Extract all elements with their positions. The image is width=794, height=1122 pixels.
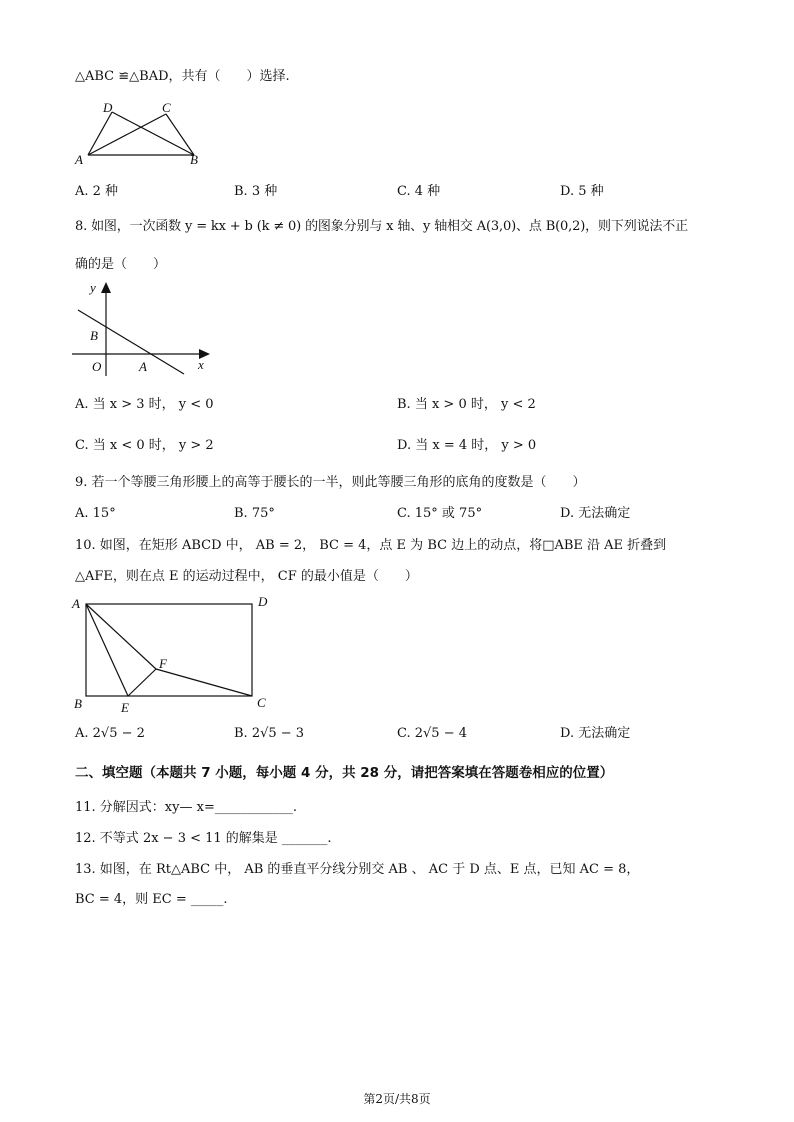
- q11-text: 11. 分解因式：xy— x=____________.: [75, 800, 297, 815]
- q10-option-d: D. 无法确定: [560, 726, 631, 741]
- q10-figure: [68, 590, 278, 715]
- q8-option-c: C. 当 x < 0 时， y > 2: [75, 438, 214, 453]
- q10-label-E: E: [121, 700, 129, 715]
- q7-label-C: C: [162, 100, 171, 115]
- q9-option-c: C. 15° 或 75°: [397, 506, 483, 521]
- q8-label-y: y: [90, 280, 96, 295]
- q7-label-A: A: [75, 152, 83, 167]
- q9-option-b: B. 75°: [234, 506, 275, 521]
- q7-option-c: C. 4 种: [397, 184, 441, 199]
- q7-option-a: A. 2 种: [75, 184, 119, 199]
- q13-stem-line1: 13. 如图，在 Rt△ABC 中， AB 的垂直平分线分别交 AB 、 AC 于 D 点、E 点，已知 AC = 8，: [75, 862, 640, 877]
- q10-label-A: A: [72, 596, 80, 611]
- q7-figure: [70, 98, 210, 168]
- q7-option-b: B. 3 种: [234, 184, 278, 199]
- q10-option-b: B. 2√5 − 3: [234, 726, 305, 741]
- q10-stem-line1: 10. 如图，在矩形 ABCD 中， AB = 2， BC = 4，点 E 为 BC 边上的动点，将□ABE 沿 AE 折叠到: [75, 538, 667, 553]
- q8-stem-line1: 8. 如图，一次函数 y = kx + b (k ≠ 0) 的图象分别与 x 轴、y 轴相交 A(3,0)、点 B(0,2)，则下列说法不正: [75, 219, 688, 234]
- q8-figure: [68, 278, 218, 378]
- q10-label-B: B: [74, 696, 82, 711]
- q8-option-b: B. 当 x > 0 时， y < 2: [397, 397, 536, 412]
- q10-label-C: C: [257, 695, 266, 710]
- page-footer: 第2页/共8页: [363, 1092, 431, 1106]
- q10-option-a: A. 2√5 − 2: [75, 726, 145, 741]
- q9-option-d: D. 无法确定: [560, 506, 631, 521]
- q9-stem: 9. 若一个等腰三角形腰上的高等于腰长的一半，则此等腰三角形的底角的度数是（ ）: [75, 475, 586, 490]
- q12-text: 12. 不等式 2x − 3 < 11 的解集是 _______.: [75, 831, 332, 846]
- q8-label-A: A: [139, 359, 147, 374]
- q8-option-a: A. 当 x > 3 时， y < 0: [75, 397, 214, 412]
- q7-label-D: D: [103, 100, 113, 115]
- q8-label-B: B: [90, 328, 98, 343]
- section-heading: 二、填空题（本题共 7 小题，每小题 4 分，共 28 分，请把答案填在答题卷相应的位置）: [75, 765, 614, 781]
- q13-stem-line2: BC = 4，则 EC = _____.: [75, 892, 228, 907]
- q8-label-O: O: [92, 359, 102, 374]
- q9-option-a: A. 15°: [75, 506, 116, 521]
- q8-label-x: x: [198, 357, 204, 372]
- q10-label-D: D: [258, 594, 268, 609]
- q7-stem-tail: △ABC ≌△BAD，共有（ ）选择.: [75, 69, 290, 84]
- q8-stem-line2: 确的是（ ）: [75, 257, 167, 272]
- q8-option-d: D. 当 x = 4 时， y > 0: [397, 438, 537, 453]
- q10-label-F: F: [159, 656, 167, 671]
- q7-option-d: D. 5 种: [560, 184, 604, 199]
- q7-label-B: B: [190, 152, 198, 167]
- q10-option-c: C. 2√5 − 4: [397, 726, 468, 741]
- q10-stem-line2: △AFE，则在点 E 的运动过程中， CF 的最小值是（ ）: [75, 569, 418, 584]
